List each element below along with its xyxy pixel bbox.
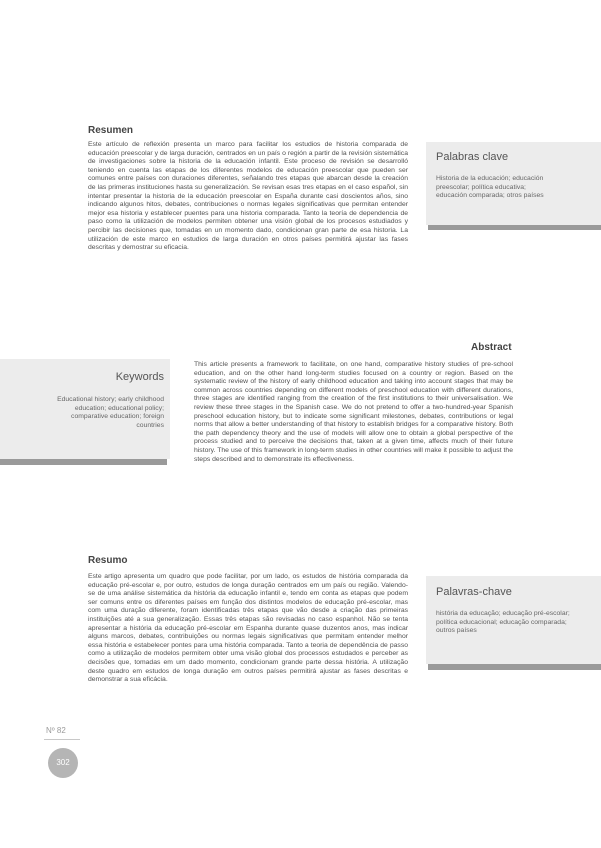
resumo-heading: Resumo (88, 555, 128, 566)
keywords-body: Educational history; early childhood education; educational policy; comparative education; foreign countries (57, 396, 164, 429)
resumen-body: Este artículo de reflexión presenta un marco para facilitar los estudios de historia comparada de educación preescolar y de larga duración, centrados en un país o región a partir de la revisión sistemática de investigaciones sobre la historia de la educación infantil. Este proceso de revisión se desarrolló teniendo en cuenta las etapas de los diferentes modelos de educación preescolar que pueden ser comunes entre países con duraciones diferentes, señalando tres etapas que abarcan desde la creación de las primeras instituciones hasta su generalización. Se revisan esas tres etapas en el caso español, sin intentar presentar la historia de la educación preescolar en España durante casi doscientos años, sino indicando algunos hitos, debates, contribuciones o normas legales significativas que permitan entender mejor esa historia y establecer puentes para una historia comparada. Tanto la teoría de dependencia de paso como la utilización de modelos permiten obtener una visión global de los procesos estudiados y percibir las decisiones que, tomadas en un momento dado, condicionan gran parte de esa historia. La utilización de este marco en estudios de larga duración en otros países permitirá ajustar las fases descritas y demostrar su eficacia. (88, 141, 408, 252)
keywords-title: Keywords (115, 371, 164, 383)
issue-divider (44, 739, 80, 740)
abstract-heading: Abstract (471, 342, 512, 353)
palabras-clave-box (426, 142, 601, 225)
palabras-clave-body: Historia de la educación; educación preescolar; política educativa; educación comparada; otros países (436, 175, 544, 200)
resumen-heading: Resumen (88, 125, 134, 136)
abstract-body: This article presents a framework to facilitate, on one hand, comparative history studies of pre-school education, and on the other hand long-term studies focused on a country or region. Based on the systematic review of the history of early childhood education and taking into account stages that may be common across countries depending on different models of preschool education with different durations, three stages are identified ranging from the creation of the first institutions to their universalisation. We review these three stages in the Spanish case. We do not pretend to offer a two-hundred-year Spanish preschool education history, but to indicate some significant milestones, debates, contributions or legal norms that allow a better understanding of that history to establish bridges for a comparative history. Both the path dependency theory and the use of models will allow one to obtain a global perspective of the process studied and to perceive the decisions that, taken at a given time, affects much of their future history. The use of this framework in long-term studies in other countries will make it possible to adjust the steps described and to demonstrate its effectiveness. (194, 361, 513, 463)
palavras-chave-box (426, 576, 601, 664)
palabras-clave-title: Palabras clave (436, 151, 509, 163)
palavras-chave-body: história da educação; educação pré-escolar; política educacional; educação comparada; outros países (436, 610, 570, 635)
palavras-chave-title: Palavras-chave (436, 586, 512, 598)
page-number: 302 (48, 748, 78, 778)
issue-number: Nº 82 (46, 726, 66, 735)
resumo-body: Este artigo apresenta um quadro que pode facilitar, por um lado, os estudos de história comparada da educação pré-escolar e, por outro, estudos de longa duração centrados em um país ou região. Valendo-se de uma análise sistemática da história da educação infantil e, tendo em conta as etapas que podem ser comuns entre os diferentes países em função dos distintos modelos de educação pré-escolar, mas com uma duração diferente, foram identificadas três etapas que vão desde a criação das primeiras instituições até a sua generalização. Essas três etapas são revisadas no caso espanhol. Não se tenta apresentar a história da educação pré-escolar em Espanha durante quase duzentos anos, mas indicar alguns marcos, debates, contribuições ou normas legais significativas que permitam entender melhor essa história e estabelecer pontes para uma história comparada. Tanto a teoria de dependência de passo como a utilização de modelos permitem obter uma visão global dos processos estudados e perceber as decisões que, tomadas em um dado momento, condicionam grande parte dessa história. A utilização deste quadro em estudos de longa duração em outros países permitirá ajustar as fases descritas e demonstrar a sua eficácia. (88, 573, 408, 684)
keywords-box (0, 359, 170, 459)
